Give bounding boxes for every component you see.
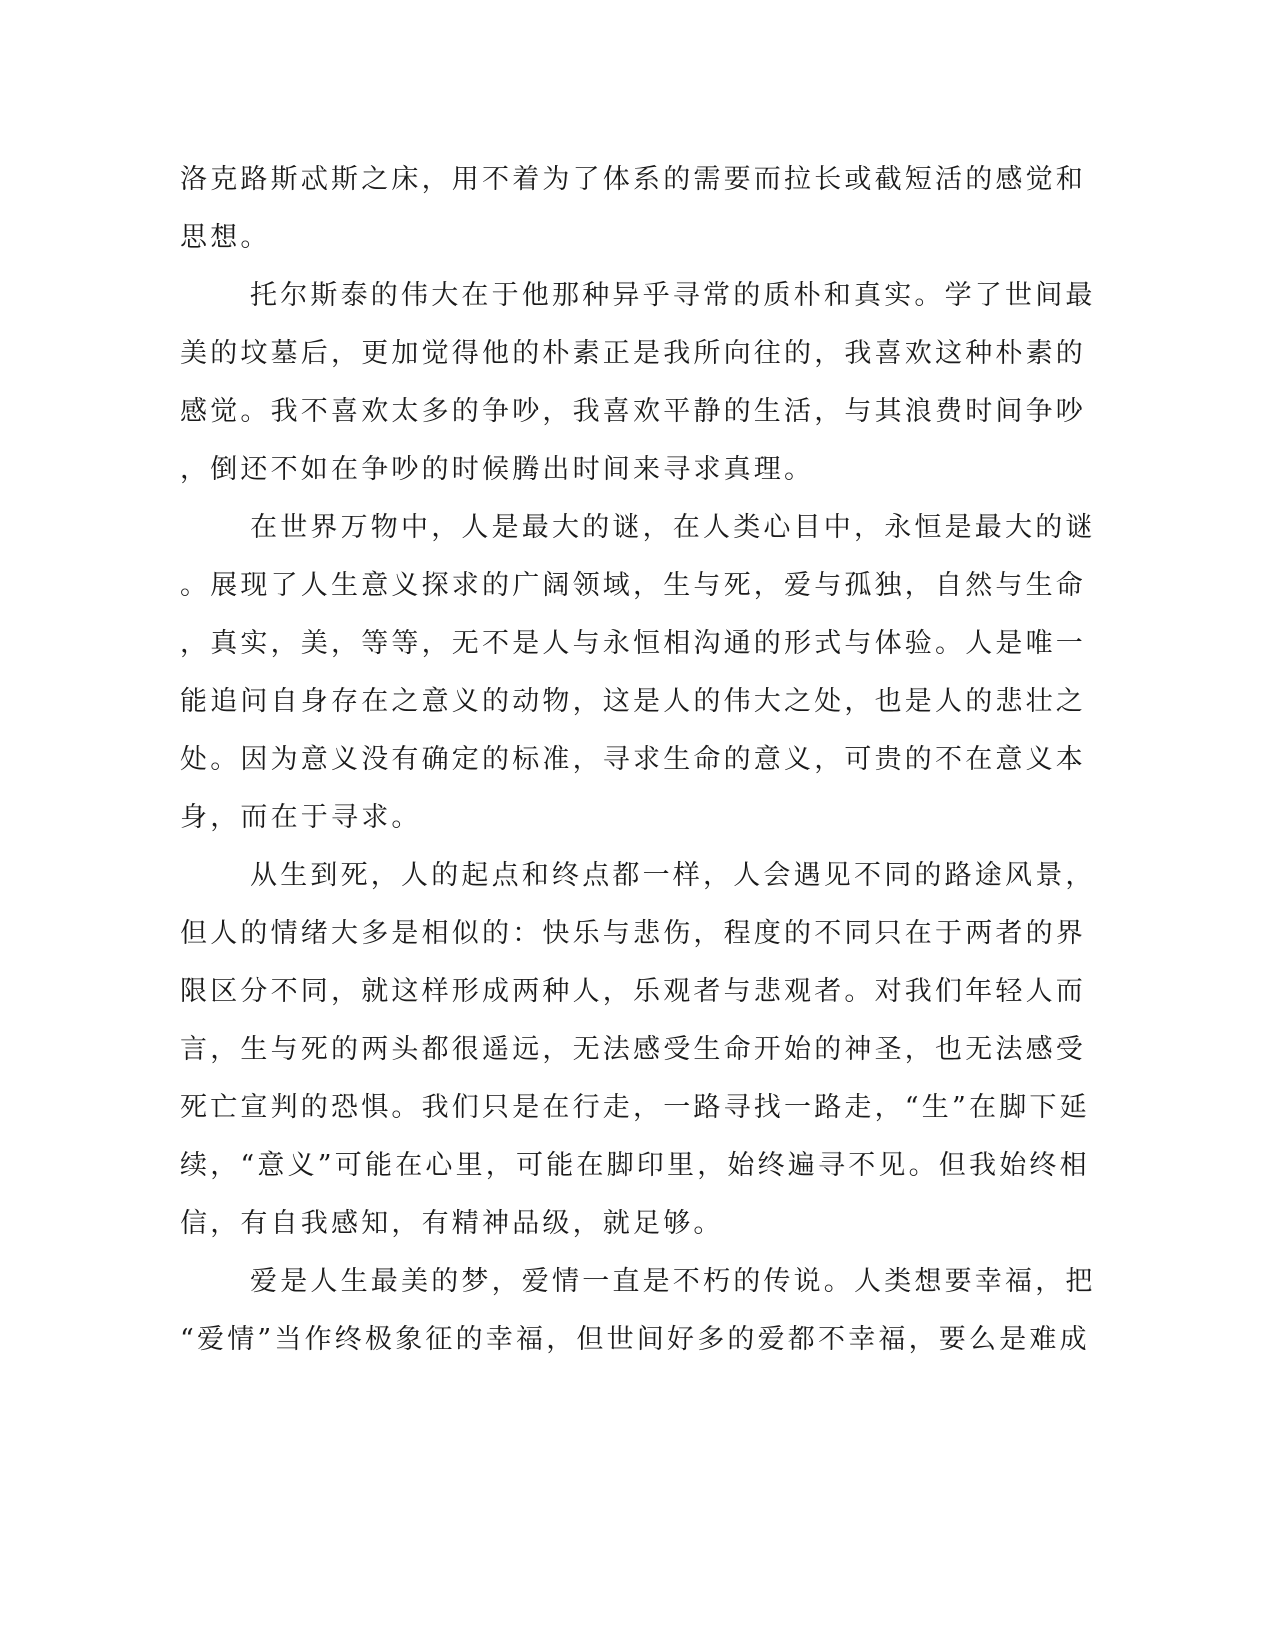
text-line: 信，有自我感知，有精神品级，就足够。 xyxy=(180,1208,724,1239)
paragraph-start-line: 爱是人生最美的梦，爱情一直是不朽的传说。人类想要幸福，把 xyxy=(250,1266,1096,1297)
text-line: ，倒还不如在争吵的时候腾出时间来寻求真理。 xyxy=(180,454,815,485)
text-line: 感觉。我不喜欢太多的争吵，我喜欢平静的生活，与其浪费时间争吵 xyxy=(180,396,1086,427)
paragraph-start-line: 从生到死，人的起点和终点都一样，人会遇见不同的路途风景， xyxy=(250,860,1096,891)
text-line: 续，“意义”可能在心里，可能在脚印里，始终遍寻不见。但我始终相 xyxy=(180,1150,1090,1181)
text-line: 限区分不同，就这样形成两种人，乐观者与悲观者。对我们年轻人而 xyxy=(180,976,1086,1007)
text-line: 处。因为意义没有确定的标准，寻求生命的意义，可贵的不在意义本 xyxy=(180,744,1086,775)
text-line: 思想。 xyxy=(180,222,271,253)
text-line: 死亡宣判的恐惧。我们只是在行走，一路寻找一路走，“生”在脚下延 xyxy=(180,1092,1090,1123)
text-line: 身，而在于寻求。 xyxy=(180,802,422,833)
body-text xyxy=(180,156,1096,1374)
text-line: “爱情”当作终极象征的幸福，但世间好多的爱都不幸福，要么是难成 xyxy=(180,1324,1090,1355)
text-line: 但人的情绪大多是相似的：快乐与悲伤，程度的不同只在于两者的界 xyxy=(180,918,1086,949)
text-line: ，真实，美，等等，无不是人与永恒相沟通的形式与体验。人是唯一 xyxy=(180,628,1086,659)
paragraph-start-line: 托尔斯泰的伟大在于他那种异乎寻常的质朴和真实。学了世间最 xyxy=(250,280,1096,311)
text-line: 能追问自身存在之意义的动物，这是人的伟大之处，也是人的悲壮之 xyxy=(180,686,1086,717)
text-line: 美的坟墓后，更加觉得他的朴素正是我所向往的，我喜欢这种朴素的 xyxy=(180,338,1086,369)
paragraph-start-line: 在世界万物中，人是最大的谜，在人类心目中，永恒是最大的谜 xyxy=(250,512,1096,543)
text-line: 。展现了人生意义探求的广阔领域，生与死，爱与孤独，自然与生命 xyxy=(180,570,1086,601)
text-line: 言，生与死的两头都很遥远，无法感受生命开始的神圣，也无法感受 xyxy=(180,1034,1086,1065)
text-line: 洛克路斯忒斯之床，用不着为了体系的需要而拉长或截短活的感觉和 xyxy=(180,164,1086,195)
